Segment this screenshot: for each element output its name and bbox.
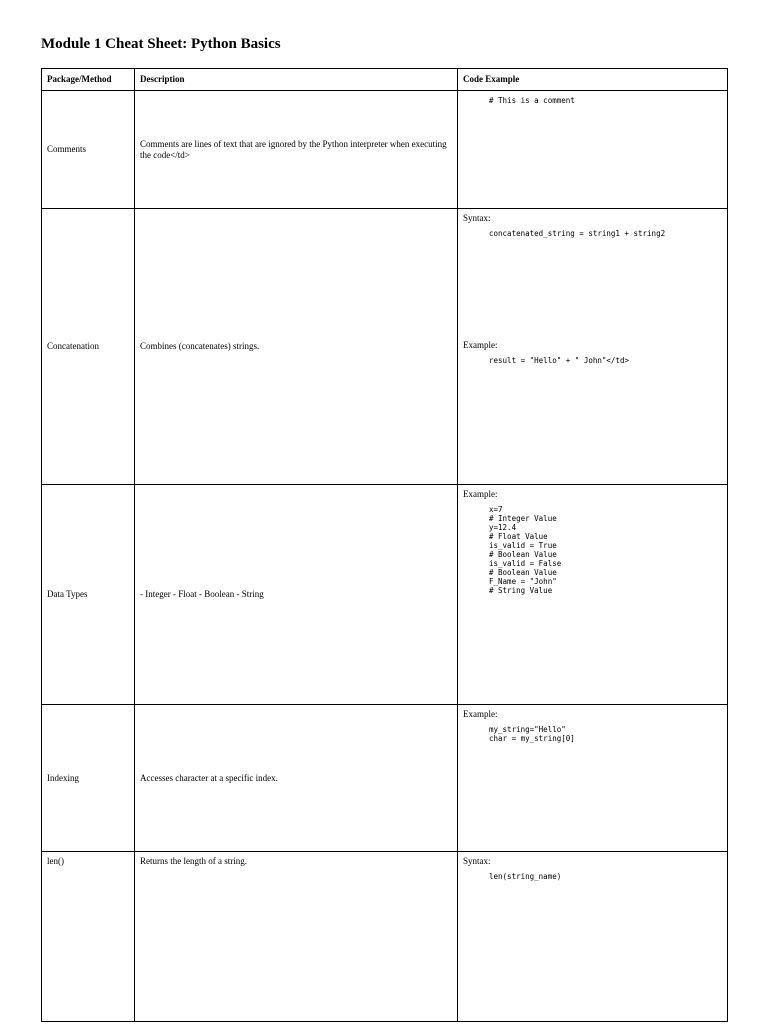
header-code-example: Code Example	[458, 69, 728, 91]
syntax-label: Syntax:	[463, 213, 491, 223]
description-cell: - Integer - Float - Boolean - String	[135, 485, 458, 705]
example-code-block: result = "Hello" + " John"</td>	[489, 356, 629, 365]
description-cell: Accesses character at a specific index.	[135, 705, 458, 852]
code-block: # This is a comment	[489, 96, 575, 105]
method-cell: len()	[42, 852, 135, 1022]
syntax-code-block: concatenated_string = string1 + string2	[489, 229, 666, 238]
table-row-indexing	[42, 705, 728, 852]
code-cell	[458, 705, 728, 852]
method-cell: Concatenation	[42, 209, 135, 485]
code-cell	[458, 485, 728, 705]
header-description: Description	[135, 69, 458, 91]
page-title: Module 1 Cheat Sheet: Python Basics	[41, 36, 281, 52]
description-cell: Returns the length of a string.	[135, 852, 458, 1022]
method-cell: Data Types	[42, 485, 135, 705]
table-row-data-types	[42, 485, 728, 705]
syntax-code-block: len(string_name)	[489, 872, 562, 881]
cheat-sheet-table	[41, 68, 728, 1022]
method-cell: Indexing	[42, 705, 135, 852]
code-cell	[458, 209, 728, 485]
header-package-method: Package/Method	[42, 69, 135, 91]
description-cell: Combines (concatenates) strings.	[135, 209, 458, 485]
method-cell: Comments	[42, 91, 135, 209]
example-label: Example:	[463, 489, 498, 499]
table-row-concatenation	[42, 209, 728, 485]
code-cell	[458, 852, 728, 1022]
example-label: Example:	[463, 340, 498, 350]
example-code-block: my_string="Hello" char = my_string[0]	[489, 725, 575, 743]
code-cell	[458, 91, 728, 209]
table-header-row	[42, 69, 728, 91]
table-row-len	[42, 852, 728, 1022]
description-cell: Comments are lines of text that are ignored by the Python interpreter when executing the code</td>	[135, 91, 458, 209]
syntax-label: Syntax:	[463, 856, 491, 866]
table-row-comments	[42, 91, 728, 209]
example-code-block: x=7 # Integer Value y=12.4 # Float Value is_valid = True # Boolean Value is_valid = False # Boolean Value F_Name = "John" # String Value	[489, 505, 562, 595]
example-label: Example:	[463, 709, 498, 719]
